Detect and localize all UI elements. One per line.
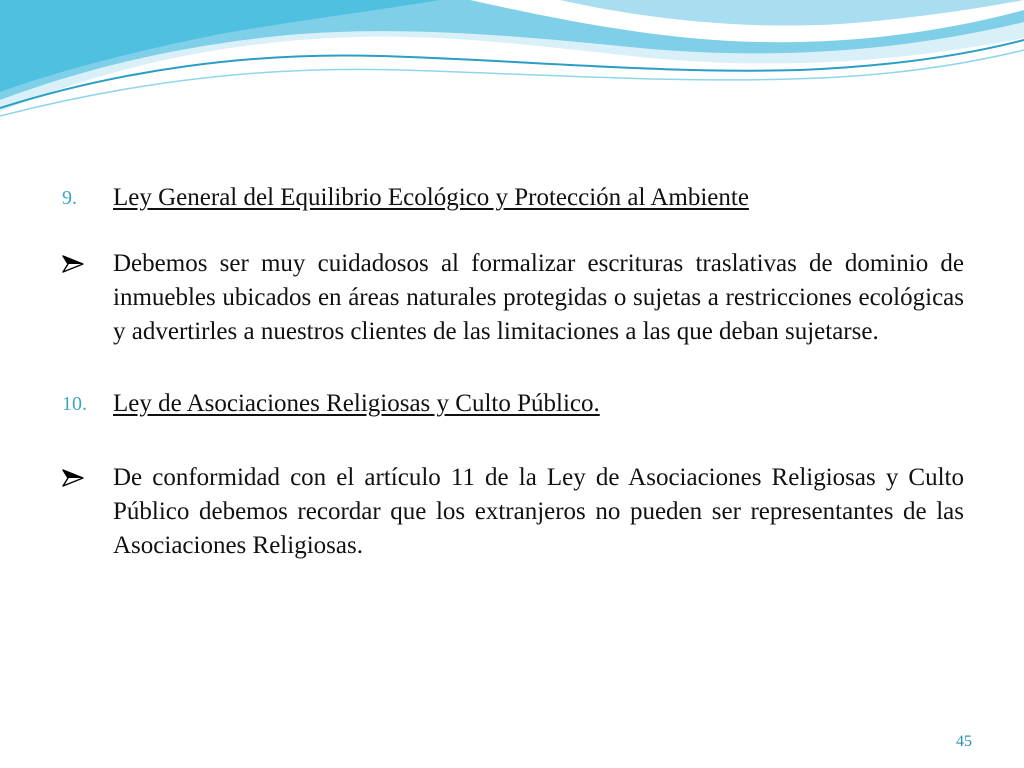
- list-item: [62, 461, 964, 563]
- section-heading: Ley de Asociaciones Religiosas y Culto Público.: [113, 390, 600, 417]
- bullet-paragraph: Debemos ser muy cuidadosos al formalizar escrituras traslativas de dominio de inmuebles ubicados en áreas naturales protegidas o sujetas a restricciones ecológicas y advertirles a nuestros clientes de las limitaciones a las que deban sujetarse.: [113, 250, 964, 345]
- page-number: 45: [956, 733, 972, 750]
- header-wave-decoration: [0, 0, 1024, 130]
- section-heading: Ley General del Equilibrio Ecológico y Protección al Ambiente: [113, 184, 749, 211]
- arrow-bullet-icon: [62, 469, 84, 487]
- bullet-marker: [62, 247, 113, 273]
- bullet-marker: [62, 461, 113, 487]
- list-number: 10.: [62, 393, 87, 415]
- bullet-paragraph: De conformidad con el artículo 11 de la Ley de Asociaciones Religiosas y Culto Público debemos recordar que los extranjeros no pueden ser representantes de las Asociaciones Religiosas.: [113, 464, 964, 559]
- arrow-bullet-icon: [62, 255, 84, 273]
- list-item: [62, 247, 964, 349]
- list-item: [62, 181, 964, 215]
- list-number: 9.: [62, 187, 77, 209]
- list-item: [62, 387, 964, 421]
- slide-content: [62, 181, 964, 563]
